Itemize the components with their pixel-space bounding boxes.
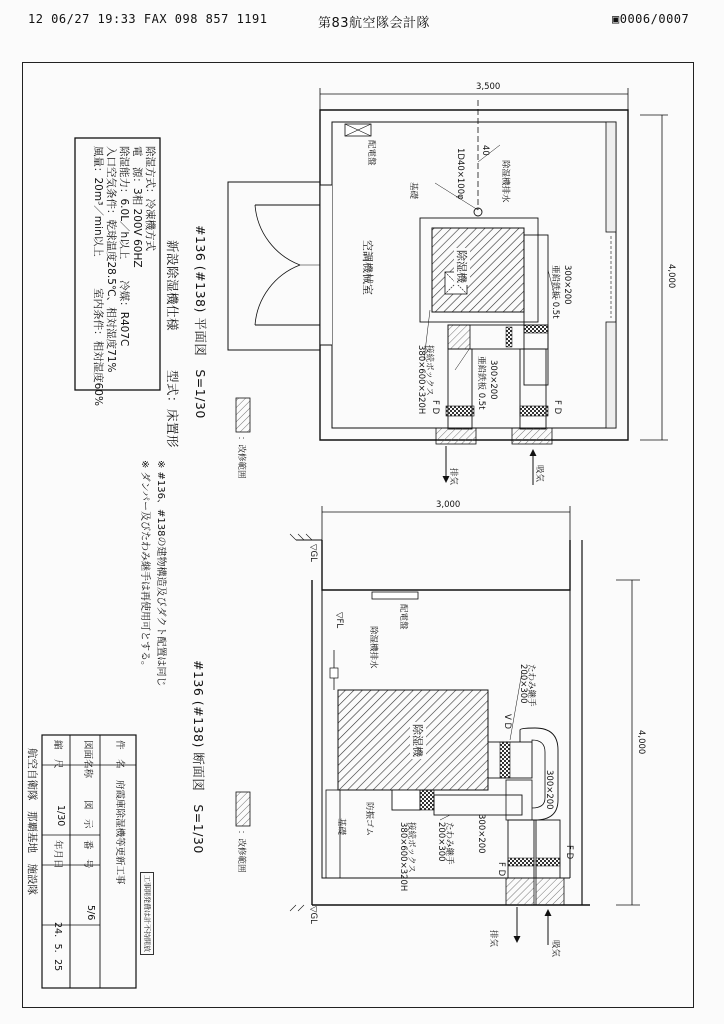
section-flex1-size: 200×300 bbox=[518, 664, 528, 704]
fax-header-page: ▣0006/0007 bbox=[612, 12, 690, 26]
tb-case-value: 府霞庫除湿機等更新工事 bbox=[114, 780, 125, 885]
plan-duct-top-sub: 亜鉛鉄板 0.5t bbox=[550, 265, 560, 319]
section-exhaust-label: 排気 bbox=[488, 930, 498, 948]
section-chamber-size: 380×600×320H bbox=[398, 822, 408, 892]
section-drain-label: 除湿機排水 bbox=[368, 626, 378, 669]
plan-exhaust-label: 排気 bbox=[448, 468, 458, 486]
tb-drawing-label: 図面名称 bbox=[82, 740, 93, 779]
fax-header-org: 第83航空隊会計隊 bbox=[318, 16, 431, 31]
note-line-1: ※ #136、#138の建物構造及びダクト配置は同じ bbox=[155, 460, 166, 687]
plan-drain-dim: 40 bbox=[480, 145, 490, 156]
spec-line: 風量：20m³／min以上 室内条件：相対湿度60% bbox=[92, 146, 104, 406]
tb-organization: 航空自衛隊 那覇基地 施設隊 bbox=[26, 748, 38, 895]
section-gl-bottom: ▽GL bbox=[308, 906, 318, 924]
plan-legend-label: ：改修範囲 bbox=[236, 436, 246, 479]
section-duct-v-label: 300×200 bbox=[544, 770, 554, 810]
spec-title: 新設除湿機仕様 型式：床置形 bbox=[165, 240, 180, 449]
plan-chamber-size: 380×600×320H bbox=[416, 345, 426, 415]
section-vd-label: V D bbox=[502, 714, 512, 730]
plan-fd-label-1: F D bbox=[430, 400, 440, 415]
tb-scale-value: 1/30 bbox=[55, 805, 66, 827]
fax-page-icon: ▣ bbox=[612, 12, 620, 26]
tb-drawing-value: 図 示 bbox=[82, 800, 93, 829]
section-gl-top: ▽GL bbox=[308, 544, 318, 562]
plan-unit-label: 除湿機 bbox=[455, 250, 468, 283]
tb-number-value: 5/6 bbox=[85, 905, 96, 921]
plan-fd-label-2: F D bbox=[552, 400, 562, 415]
plan-chamber-label: 接続ボックス bbox=[424, 345, 434, 396]
plan-view bbox=[228, 88, 668, 485]
plan-dim-height: 4,000 bbox=[666, 264, 676, 289]
section-isolator-label: 防振ゴム bbox=[364, 802, 374, 837]
section-view bbox=[236, 506, 640, 948]
plan-duct-mid-sub: 亜鉛鉄板 0.5t bbox=[476, 356, 486, 410]
plan-drain-pipe-label: 1D40×100φ bbox=[455, 148, 465, 200]
section-intake-label: 吸気 bbox=[550, 940, 560, 958]
plan-title: #136 (#138) 平面図 S=1/30 bbox=[193, 225, 208, 419]
spec-line: 除湿方式：冷凍機方式 bbox=[144, 146, 156, 251]
plan-intake-label: 吸気 bbox=[534, 465, 544, 483]
section-unit-label: 除湿機 bbox=[411, 724, 424, 757]
spec-line: 除湿能力：6.0L／h以上 冷媒：R407C bbox=[118, 146, 130, 347]
note-line-2: ※ ダンパー及びたわみ継手は再使用可とする。 bbox=[139, 460, 150, 671]
tb-scale-label: 縮 尺 bbox=[52, 740, 63, 769]
plan-dim-width: 3,500 bbox=[476, 82, 501, 92]
tb-number-label: 番 号 bbox=[82, 840, 93, 869]
tb-stamp: 工事開発費は計不持開放 bbox=[140, 872, 154, 955]
plan-room-label: 空調機械室 bbox=[361, 240, 374, 295]
plan-outlet-label: 配電盤 bbox=[366, 140, 376, 166]
spec-line: 電 源：3相 200V 60HZ bbox=[131, 146, 143, 268]
tb-case-label: 件 名 bbox=[114, 740, 125, 769]
section-fd-label-1: F D bbox=[496, 862, 506, 877]
plan-duct-top-label: 300×200 bbox=[562, 265, 572, 305]
section-dim-width: 3,000 bbox=[436, 500, 461, 510]
section-title: #136 (#138) 断面図 S=1/30 bbox=[191, 660, 206, 854]
tb-date-value: 24．5．25 bbox=[52, 922, 63, 972]
plan-base-label: 基礎 bbox=[408, 182, 418, 200]
section-flex1-label: たわみ継手 bbox=[526, 664, 536, 707]
tb-date-label: 年月日 bbox=[52, 840, 63, 869]
section-duct-h-label: 300×200 bbox=[476, 814, 486, 854]
section-legend-label: ：改修範囲 bbox=[236, 830, 246, 873]
section-base-label: 基礎 bbox=[336, 818, 346, 836]
section-flex2-size: 200×300 bbox=[436, 822, 446, 862]
plan-duct-mid-label: 300×200 bbox=[488, 360, 498, 400]
plan-drain-label: 除湿機排水 bbox=[500, 160, 510, 203]
spec-line: 入口空気条件：乾球温度28.5℃、相対湿度71% bbox=[105, 146, 117, 373]
section-fd-label-2: F D bbox=[564, 845, 574, 860]
section-dim-height: 4,000 bbox=[636, 730, 646, 755]
section-chamber-label: 接続ボックス bbox=[406, 822, 416, 873]
section-fl: ▽FL bbox=[334, 612, 344, 629]
fax-header-sender: 12 06/27 19:33 FAX 098 857 1191 bbox=[28, 12, 268, 26]
spec-box bbox=[91, 146, 156, 406]
section-flex2-label: たわみ継手 bbox=[444, 822, 454, 865]
section-outlet-label: 配電盤 bbox=[398, 604, 408, 630]
